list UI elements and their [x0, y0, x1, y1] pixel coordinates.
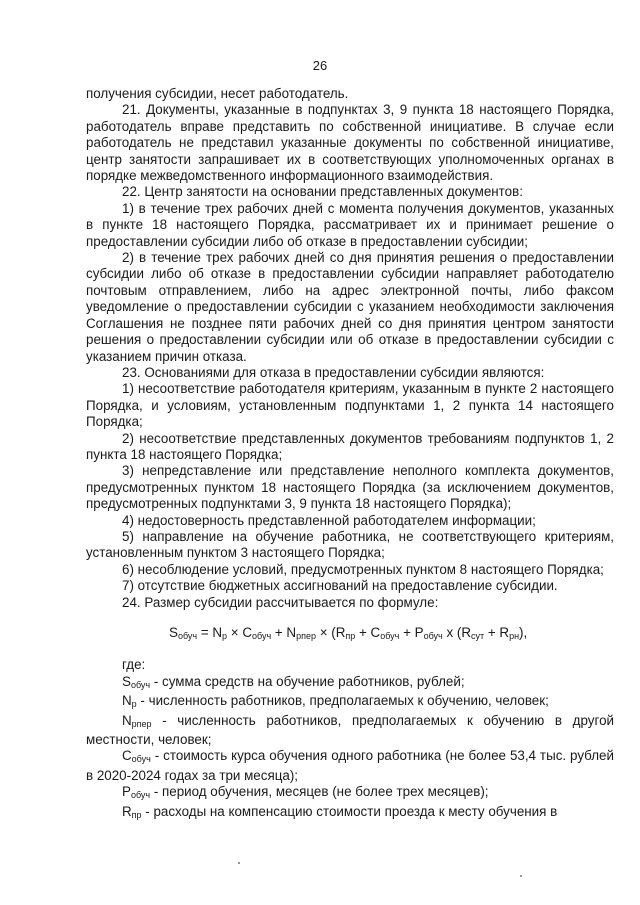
paragraph: получения субсидии, несет работодатель.	[86, 86, 349, 101]
paragraph: 5) направление на обучение работника, не соответствующего критериям, установленным пунктом 3 настоящего Порядка;	[86, 528, 614, 561]
definition: $S_{обуч}$ - сумма средств на обучение работников, рублей;	[122, 673, 465, 690]
paragraph: 2) несоответствие представленных документов требованиям подпунктов 1, 2 пункта 18 настоящего Порядка;	[86, 430, 614, 462]
paragraph: 24. Размер субсидии рассчитывается по формуле:	[122, 594, 439, 610]
subsidy-formula: $S_{обуч} = N_р \times C_{обуч} + N_{рпер} \times (R_{пр} + C_{обуч} + P_{обуч}$ x $(R_{сут} + R_{рн})$,	[169, 625, 528, 641]
definition: $N_р$ - численность работников, предполагаемых к обучению, человек;	[122, 693, 549, 710]
scan-speck	[520, 875, 522, 877]
paragraph: 23. Основаниями для отказа в предоставлении субсидии являются:	[122, 364, 545, 380]
definition: $N_{рпер}$ - численность работников, предполагаемых к обучению в другой местности, человек;	[86, 712, 614, 748]
paragraph: 1) несоответствие работодателя критериям, указанным в пункте 2 настоящего Порядка, и условиям, установленным подпунктами 1, 2 пункта 14 настоящего Порядка;	[86, 381, 614, 430]
document-body	[86, 86, 614, 823]
paragraph: 3) непредставление или представление неполного комплекта документов, предусмотренных пунктом 18 настоящего Порядка (за исключением документов, предусмотренных подпунктами 3, 9 пункта 18 настоящего Порядка);	[86, 463, 614, 512]
paragraph: 2) в течение трех рабочих дней со дня принятия решения о предоставлении субсидии либо об отказе в предоставлении субсидии направляет работодателю почтовым отправлением, либо на адрес электронной почты, либо факсом уведомление о предоставлении субсидии с указанием необходимости заключения Соглашения не позднее пяти рабочих дней со дня принятия центром занятости решения о предоставлении субсидии или об отказе в предоставлении субсидии с указанием причин отказа.	[86, 250, 614, 364]
scan-speck	[238, 862, 240, 864]
definition: $R_{пр}$ - расходы на компенсацию стоимости проезда к месту обучения в	[122, 803, 558, 820]
paragraph: 21. Документы, указанные в подпунктах 3, 9 пункта 18 настоящего Порядка, работодатель вправе представить по собственной инициативе. В случае если работодатель не представил указанные документы по собственной инициативе, центр занятости запрашивает их в соответствующих уполномоченных органах в порядке межведомственного информационного взаимодействия.	[86, 102, 614, 184]
paragraph: 7) отсутствие бюджетных ассигнований на предоставление субсидии.	[122, 578, 558, 594]
page-number: 26	[312, 58, 328, 73]
paragraph: 22. Центр занятости на основании представленных документов:	[122, 184, 523, 200]
definition: $C_{обуч}$ - стоимость курса обучения одного работника (не более 53,4 тыс. рублей в 2020-2024 годах за три месяца);	[86, 748, 614, 783]
paragraph: 4) недостоверность представленной работодателем информации;	[122, 512, 536, 528]
definition: $P_{обуч}$ - период обучения, месяцев (не более трех месяцев);	[122, 784, 489, 801]
where-label: где:	[122, 657, 146, 673]
paragraph: 1) в течение трех рабочих дней с момента получения документов, указанных в пункте 18 настоящего Порядка, рассматривает их и принимает решение о предоставлении субсидии либо об отказе в предоставлении субсидии;	[86, 200, 614, 249]
paragraph: 6) несоблюдение условий, предусмотренных пунктом 8 настоящего Порядка;	[122, 561, 604, 577]
